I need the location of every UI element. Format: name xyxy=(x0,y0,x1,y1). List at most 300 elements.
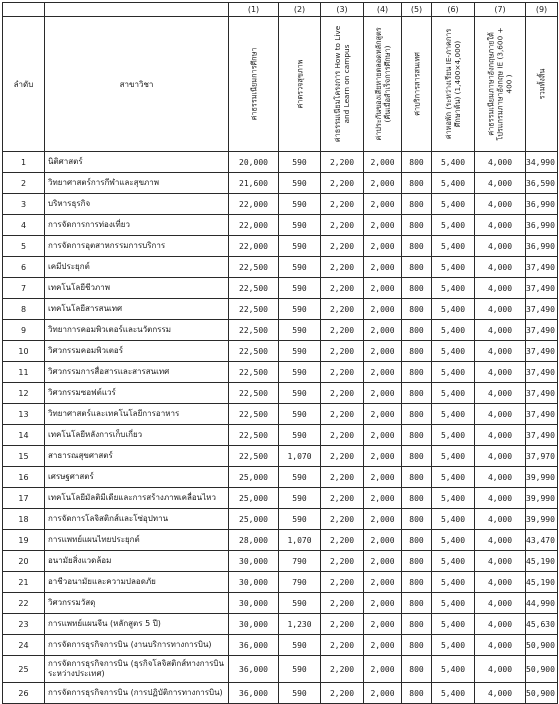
tuition-value: 22,500 xyxy=(229,404,279,425)
row-number: 4 xyxy=(3,215,45,236)
column-header-row xyxy=(3,17,558,152)
tuition-value: 36,000 xyxy=(229,635,279,656)
row-number: 21 xyxy=(3,572,45,593)
row-number: 16 xyxy=(3,467,45,488)
health-check-value: 790 xyxy=(279,551,321,572)
it-service-value: 800 xyxy=(402,362,432,383)
tuition-value: 22,000 xyxy=(229,236,279,257)
damage-deposit-value: 2,000 xyxy=(364,152,402,173)
tuition-value: 25,000 xyxy=(229,488,279,509)
health-check-value: 590 xyxy=(279,404,321,425)
it-service-value: 800 xyxy=(402,194,432,215)
header-total-label: รวมทั้งสิ้น xyxy=(537,68,546,100)
english-fee-value: 4,000 xyxy=(475,278,526,299)
damage-deposit-value: 2,000 xyxy=(364,236,402,257)
it-service-value: 800 xyxy=(402,404,432,425)
damage-deposit-value: 2,000 xyxy=(364,509,402,530)
table-row xyxy=(3,215,558,236)
table-row xyxy=(3,572,558,593)
table-row xyxy=(3,257,558,278)
health-check-value: 590 xyxy=(279,509,321,530)
health-check-value: 590 xyxy=(279,341,321,362)
english-fee-value: 4,000 xyxy=(475,152,526,173)
dormitory-value: 5,400 xyxy=(432,152,475,173)
program-name: การแพทย์แผนไทยประยุกต์ xyxy=(45,530,229,551)
dormitory-value: 5,400 xyxy=(432,614,475,635)
tuition-value: 30,000 xyxy=(229,551,279,572)
total-value: 36,990 xyxy=(526,215,558,236)
dormitory-value: 5,400 xyxy=(432,299,475,320)
tuition-value: 22,500 xyxy=(229,257,279,278)
program-name: อาชีวอนามัยและความปลอดภัย xyxy=(45,572,229,593)
total-value: 44,990 xyxy=(526,593,558,614)
table-row xyxy=(3,194,558,215)
english-fee-value: 4,000 xyxy=(475,299,526,320)
table-row xyxy=(3,362,558,383)
program-name: การจัดการโลจิสติกส์และโซ่อุปทาน xyxy=(45,509,229,530)
table-row xyxy=(3,173,558,194)
damage-deposit-value: 2,000 xyxy=(364,530,402,551)
damage-deposit-value: 2,000 xyxy=(364,173,402,194)
row-number: 26 xyxy=(3,683,45,704)
health-check-value: 590 xyxy=(279,215,321,236)
row-number: 25 xyxy=(3,656,45,683)
tuition-value: 25,000 xyxy=(229,509,279,530)
tuition-value: 22,500 xyxy=(229,320,279,341)
program-name: วิศวกรรมการสื่อสารและสารสนเทศ xyxy=(45,362,229,383)
health-check-value: 590 xyxy=(279,362,321,383)
damage-deposit-value: 2,000 xyxy=(364,320,402,341)
table-row xyxy=(3,635,558,656)
total-value: 37,490 xyxy=(526,404,558,425)
damage-deposit-value: 2,000 xyxy=(364,551,402,572)
program-name: การแพทย์แผนจีน (หลักสูตร 5 ปี) xyxy=(45,614,229,635)
table-row xyxy=(3,614,558,635)
total-value: 43,470 xyxy=(526,530,558,551)
row-number: 19 xyxy=(3,530,45,551)
english-fee-value: 4,000 xyxy=(475,683,526,704)
table-row xyxy=(3,683,558,704)
program-name: อนามัยสิ่งแวดล้อม xyxy=(45,551,229,572)
it-service-value: 800 xyxy=(402,509,432,530)
dormitory-value: 5,400 xyxy=(432,683,475,704)
row-number: 23 xyxy=(3,614,45,635)
program-name: การจัดการธุรกิจการบิน (ธุรกิจโลจิสติกส์ทางการบินระหว่างประเทศ) xyxy=(45,656,229,683)
campus-program-value: 2,200 xyxy=(321,383,364,404)
damage-deposit-value: 2,000 xyxy=(364,572,402,593)
program-name: วิทยาการคอมพิวเตอร์และนวัตกรรม xyxy=(45,320,229,341)
program-name: สาธารณสุขศาสตร์ xyxy=(45,446,229,467)
program-name: การจัดการธุรกิจการบิน (งานบริการทางการบิน) xyxy=(45,635,229,656)
it-service-value: 800 xyxy=(402,593,432,614)
program-name: การจัดการการท่องเที่ยว xyxy=(45,215,229,236)
program-name: เทคโนโลยีชีวภาพ xyxy=(45,278,229,299)
program-name: บริหารธุรกิจ xyxy=(45,194,229,215)
header-order: ลำดับ xyxy=(3,17,45,152)
table-row xyxy=(3,509,558,530)
total-value: 50,900 xyxy=(526,635,558,656)
column-number: (6) xyxy=(432,3,475,17)
header-it-service xyxy=(402,17,432,152)
campus-program-value: 2,200 xyxy=(321,614,364,635)
fee-table xyxy=(2,2,558,704)
program-name: วิทยาศาสตร์การกีฬาและสุขภาพ xyxy=(45,173,229,194)
row-number: 7 xyxy=(3,278,45,299)
health-check-value: 590 xyxy=(279,425,321,446)
total-value: 37,490 xyxy=(526,320,558,341)
dormitory-value: 5,400 xyxy=(432,383,475,404)
program-name: วิทยาศาสตร์และเทคโนโลยีการอาหาร xyxy=(45,404,229,425)
english-fee-value: 4,000 xyxy=(475,635,526,656)
it-service-value: 800 xyxy=(402,257,432,278)
it-service-value: 800 xyxy=(402,425,432,446)
it-service-value: 800 xyxy=(402,488,432,509)
tuition-value: 22,500 xyxy=(229,383,279,404)
header-health-check xyxy=(279,17,321,152)
campus-program-value: 2,200 xyxy=(321,257,364,278)
table-row xyxy=(3,404,558,425)
english-fee-value: 4,000 xyxy=(475,404,526,425)
health-check-value: 590 xyxy=(279,656,321,683)
dormitory-value: 5,400 xyxy=(432,362,475,383)
column-number: (1) xyxy=(229,3,279,17)
header-total xyxy=(526,17,558,152)
table-row xyxy=(3,467,558,488)
tuition-value: 28,000 xyxy=(229,530,279,551)
tuition-value: 20,000 xyxy=(229,152,279,173)
total-value: 45,190 xyxy=(526,551,558,572)
program-name: เคมีประยุกต์ xyxy=(45,257,229,278)
table-row xyxy=(3,656,558,683)
health-check-value: 590 xyxy=(279,683,321,704)
campus-program-value: 2,200 xyxy=(321,236,364,257)
dormitory-value: 5,400 xyxy=(432,593,475,614)
dormitory-value: 5,400 xyxy=(432,656,475,683)
row-number: 18 xyxy=(3,509,45,530)
campus-program-value: 2,200 xyxy=(321,530,364,551)
it-service-value: 800 xyxy=(402,614,432,635)
english-fee-value: 4,000 xyxy=(475,614,526,635)
it-service-value: 800 xyxy=(402,299,432,320)
damage-deposit-value: 2,000 xyxy=(364,614,402,635)
damage-deposit-value: 2,000 xyxy=(364,467,402,488)
health-check-value: 1,070 xyxy=(279,446,321,467)
it-service-value: 800 xyxy=(402,551,432,572)
row-number: 2 xyxy=(3,173,45,194)
row-number: 17 xyxy=(3,488,45,509)
table-row xyxy=(3,488,558,509)
header-english-fee xyxy=(475,17,526,152)
campus-program-value: 2,200 xyxy=(321,488,364,509)
dormitory-value: 5,400 xyxy=(432,215,475,236)
damage-deposit-value: 2,000 xyxy=(364,257,402,278)
english-fee-value: 4,000 xyxy=(475,467,526,488)
tuition-value: 22,500 xyxy=(229,299,279,320)
campus-program-value: 2,200 xyxy=(321,656,364,683)
english-fee-value: 4,000 xyxy=(475,173,526,194)
campus-program-value: 2,200 xyxy=(321,404,364,425)
header-tuition-label: ค่าธรรมเนียมการศึกษา xyxy=(249,47,258,121)
header-english-fee-label: ค่าธรรมเนียมภาษาอังกฤษภายใต้โปรแกรมภาษาอังกฤษ IE (3,600 + 400 ) xyxy=(486,27,514,141)
header-health-check-label: ค่าตรวจสุขภาพ xyxy=(295,59,304,109)
row-number: 11 xyxy=(3,362,45,383)
english-fee-value: 4,000 xyxy=(475,215,526,236)
english-fee-value: 4,000 xyxy=(475,341,526,362)
english-fee-value: 4,000 xyxy=(475,383,526,404)
row-number: 20 xyxy=(3,551,45,572)
header-damage-deposit-label: ค่าประกันของเสียหายตลอดหลักสูตร (คืนเมื่อสำเร็จการศึกษา) xyxy=(373,27,392,141)
english-fee-value: 4,000 xyxy=(475,362,526,383)
campus-program-value: 2,200 xyxy=(321,683,364,704)
total-value: 39,990 xyxy=(526,467,558,488)
dormitory-value: 5,400 xyxy=(432,488,475,509)
program-name: เทคโนโลยีมัลติมีเดียและการสร้างภาพเคลื่อนไหว xyxy=(45,488,229,509)
damage-deposit-value: 2,000 xyxy=(364,194,402,215)
tuition-value: 21,600 xyxy=(229,173,279,194)
damage-deposit-value: 2,000 xyxy=(364,656,402,683)
program-name: นิติศาสตร์ xyxy=(45,152,229,173)
row-number: 14 xyxy=(3,425,45,446)
program-name: วิศวกรรมวัสดุ xyxy=(45,593,229,614)
health-check-value: 590 xyxy=(279,152,321,173)
dormitory-value: 5,400 xyxy=(432,446,475,467)
campus-program-value: 2,200 xyxy=(321,152,364,173)
program-name: เศรษฐศาสตร์ xyxy=(45,467,229,488)
it-service-value: 800 xyxy=(402,683,432,704)
campus-program-value: 2,200 xyxy=(321,509,364,530)
total-value: 39,990 xyxy=(526,509,558,530)
program-name: การจัดการธุรกิจการบิน (การปฏิบัติการทางการบิน) xyxy=(45,683,229,704)
campus-program-value: 2,200 xyxy=(321,278,364,299)
corner-cell xyxy=(3,3,45,17)
table-row xyxy=(3,446,558,467)
column-number-row xyxy=(3,3,558,17)
campus-program-value: 2,200 xyxy=(321,173,364,194)
campus-program-value: 2,200 xyxy=(321,320,364,341)
campus-program-value: 2,200 xyxy=(321,194,364,215)
health-check-value: 590 xyxy=(279,320,321,341)
health-check-value: 590 xyxy=(279,194,321,215)
header-it-service-label: ค่าบริการสารสนเทศ xyxy=(412,52,421,116)
health-check-value: 590 xyxy=(279,593,321,614)
dormitory-value: 5,400 xyxy=(432,278,475,299)
tuition-value: 30,000 xyxy=(229,593,279,614)
row-number: 1 xyxy=(3,152,45,173)
total-value: 50,900 xyxy=(526,656,558,683)
campus-program-value: 2,200 xyxy=(321,593,364,614)
total-value: 34,990 xyxy=(526,152,558,173)
header-tuition xyxy=(229,17,279,152)
column-number: (3) xyxy=(321,3,364,17)
table-row xyxy=(3,593,558,614)
table-row xyxy=(3,530,558,551)
english-fee-value: 4,000 xyxy=(475,572,526,593)
total-value: 45,630 xyxy=(526,614,558,635)
it-service-value: 800 xyxy=(402,572,432,593)
total-value: 45,190 xyxy=(526,572,558,593)
english-fee-value: 4,000 xyxy=(475,593,526,614)
damage-deposit-value: 2,000 xyxy=(364,683,402,704)
english-fee-value: 4,000 xyxy=(475,530,526,551)
it-service-value: 800 xyxy=(402,236,432,257)
damage-deposit-value: 2,000 xyxy=(364,215,402,236)
english-fee-value: 4,000 xyxy=(475,194,526,215)
health-check-value: 590 xyxy=(279,383,321,404)
english-fee-value: 4,000 xyxy=(475,446,526,467)
damage-deposit-value: 2,000 xyxy=(364,362,402,383)
total-value: 37,490 xyxy=(526,257,558,278)
dormitory-value: 5,400 xyxy=(432,404,475,425)
damage-deposit-value: 2,000 xyxy=(364,299,402,320)
total-value: 37,490 xyxy=(526,299,558,320)
table-row xyxy=(3,383,558,404)
it-service-value: 800 xyxy=(402,173,432,194)
tuition-value: 30,000 xyxy=(229,572,279,593)
column-number: (9) xyxy=(526,3,558,17)
it-service-value: 800 xyxy=(402,320,432,341)
header-campus-program xyxy=(321,17,364,152)
tuition-value: 36,000 xyxy=(229,656,279,683)
program-name: เทคโนโลยีสารสนเทศ xyxy=(45,299,229,320)
row-number: 9 xyxy=(3,320,45,341)
tuition-value: 22,000 xyxy=(229,215,279,236)
program-name: วิศวกรรมคอมพิวเตอร์ xyxy=(45,341,229,362)
corner-cell xyxy=(45,3,229,17)
column-number: (2) xyxy=(279,3,321,17)
tuition-value: 30,000 xyxy=(229,614,279,635)
tuition-value: 22,500 xyxy=(229,278,279,299)
it-service-value: 800 xyxy=(402,530,432,551)
it-service-value: 800 xyxy=(402,446,432,467)
row-number: 5 xyxy=(3,236,45,257)
dormitory-value: 5,400 xyxy=(432,530,475,551)
it-service-value: 800 xyxy=(402,215,432,236)
health-check-value: 590 xyxy=(279,257,321,278)
total-value: 37,490 xyxy=(526,341,558,362)
campus-program-value: 2,200 xyxy=(321,215,364,236)
header-damage-deposit xyxy=(364,17,402,152)
column-number: (4) xyxy=(364,3,402,17)
health-check-value: 1,070 xyxy=(279,530,321,551)
fee-table-page xyxy=(2,2,557,704)
dormitory-value: 5,400 xyxy=(432,173,475,194)
health-check-value: 590 xyxy=(279,299,321,320)
table-row xyxy=(3,152,558,173)
it-service-value: 800 xyxy=(402,635,432,656)
damage-deposit-value: 2,000 xyxy=(364,635,402,656)
health-check-value: 590 xyxy=(279,488,321,509)
table-row xyxy=(3,425,558,446)
row-number: 6 xyxy=(3,257,45,278)
header-dormitory xyxy=(432,17,475,152)
health-check-value: 590 xyxy=(279,467,321,488)
total-value: 37,490 xyxy=(526,362,558,383)
table-row xyxy=(3,551,558,572)
row-number: 10 xyxy=(3,341,45,362)
tuition-value: 25,000 xyxy=(229,467,279,488)
english-fee-value: 4,000 xyxy=(475,656,526,683)
english-fee-value: 4,000 xyxy=(475,425,526,446)
health-check-value: 590 xyxy=(279,635,321,656)
damage-deposit-value: 2,000 xyxy=(364,593,402,614)
campus-program-value: 2,200 xyxy=(321,635,364,656)
damage-deposit-value: 2,000 xyxy=(364,425,402,446)
dormitory-value: 5,400 xyxy=(432,194,475,215)
table-row xyxy=(3,236,558,257)
damage-deposit-value: 2,000 xyxy=(364,446,402,467)
dormitory-value: 5,400 xyxy=(432,320,475,341)
health-check-value: 590 xyxy=(279,236,321,257)
header-dormitory-label: ค่าหอพัก (ระหว่างเรียน IE-ภาคการศึกษาต้น) (1,400×4,000) xyxy=(444,28,462,140)
tuition-value: 22,500 xyxy=(229,446,279,467)
damage-deposit-value: 2,000 xyxy=(364,341,402,362)
column-number: (5) xyxy=(402,3,432,17)
campus-program-value: 2,200 xyxy=(321,341,364,362)
damage-deposit-value: 2,000 xyxy=(364,404,402,425)
health-check-value: 590 xyxy=(279,278,321,299)
it-service-value: 800 xyxy=(402,383,432,404)
total-value: 37,970 xyxy=(526,446,558,467)
row-number: 15 xyxy=(3,446,45,467)
tuition-value: 22,500 xyxy=(229,362,279,383)
english-fee-value: 4,000 xyxy=(475,257,526,278)
total-value: 36,990 xyxy=(526,194,558,215)
english-fee-value: 4,000 xyxy=(475,509,526,530)
dormitory-value: 5,400 xyxy=(432,572,475,593)
english-fee-value: 4,000 xyxy=(475,551,526,572)
dormitory-value: 5,400 xyxy=(432,551,475,572)
damage-deposit-value: 2,000 xyxy=(364,383,402,404)
health-check-value: 790 xyxy=(279,572,321,593)
total-value: 39,990 xyxy=(526,488,558,509)
table-row xyxy=(3,278,558,299)
total-value: 37,490 xyxy=(526,278,558,299)
total-value: 50,900 xyxy=(526,683,558,704)
row-number: 8 xyxy=(3,299,45,320)
table-row xyxy=(3,320,558,341)
dormitory-value: 5,400 xyxy=(432,635,475,656)
total-value: 36,590 xyxy=(526,173,558,194)
header-campus-program-label: ค่าธรรมเนียมโครงการ How to Live and Learn on campus xyxy=(333,25,351,143)
tuition-value: 36,000 xyxy=(229,683,279,704)
campus-program-value: 2,200 xyxy=(321,446,364,467)
table-row xyxy=(3,299,558,320)
english-fee-value: 4,000 xyxy=(475,320,526,341)
program-name: การจัดการอุตสาหกรรมการบริการ xyxy=(45,236,229,257)
dormitory-value: 5,400 xyxy=(432,425,475,446)
total-value: 36,990 xyxy=(526,236,558,257)
total-value: 37,490 xyxy=(526,425,558,446)
dormitory-value: 5,400 xyxy=(432,509,475,530)
campus-program-value: 2,200 xyxy=(321,425,364,446)
campus-program-value: 2,200 xyxy=(321,362,364,383)
it-service-value: 800 xyxy=(402,341,432,362)
program-name: วิศวกรรมซอฟต์แวร์ xyxy=(45,383,229,404)
campus-program-value: 2,200 xyxy=(321,467,364,488)
tuition-value: 22,500 xyxy=(229,425,279,446)
table-row xyxy=(3,341,558,362)
program-name: เทคโนโลยีหลังการเก็บเกี่ยว xyxy=(45,425,229,446)
tuition-value: 22,500 xyxy=(229,341,279,362)
row-number: 22 xyxy=(3,593,45,614)
column-number: (7) xyxy=(475,3,526,17)
dormitory-value: 5,400 xyxy=(432,236,475,257)
row-number: 24 xyxy=(3,635,45,656)
dormitory-value: 5,400 xyxy=(432,341,475,362)
row-number: 3 xyxy=(3,194,45,215)
header-program: สาขาวิชา xyxy=(45,17,229,152)
english-fee-value: 4,000 xyxy=(475,488,526,509)
